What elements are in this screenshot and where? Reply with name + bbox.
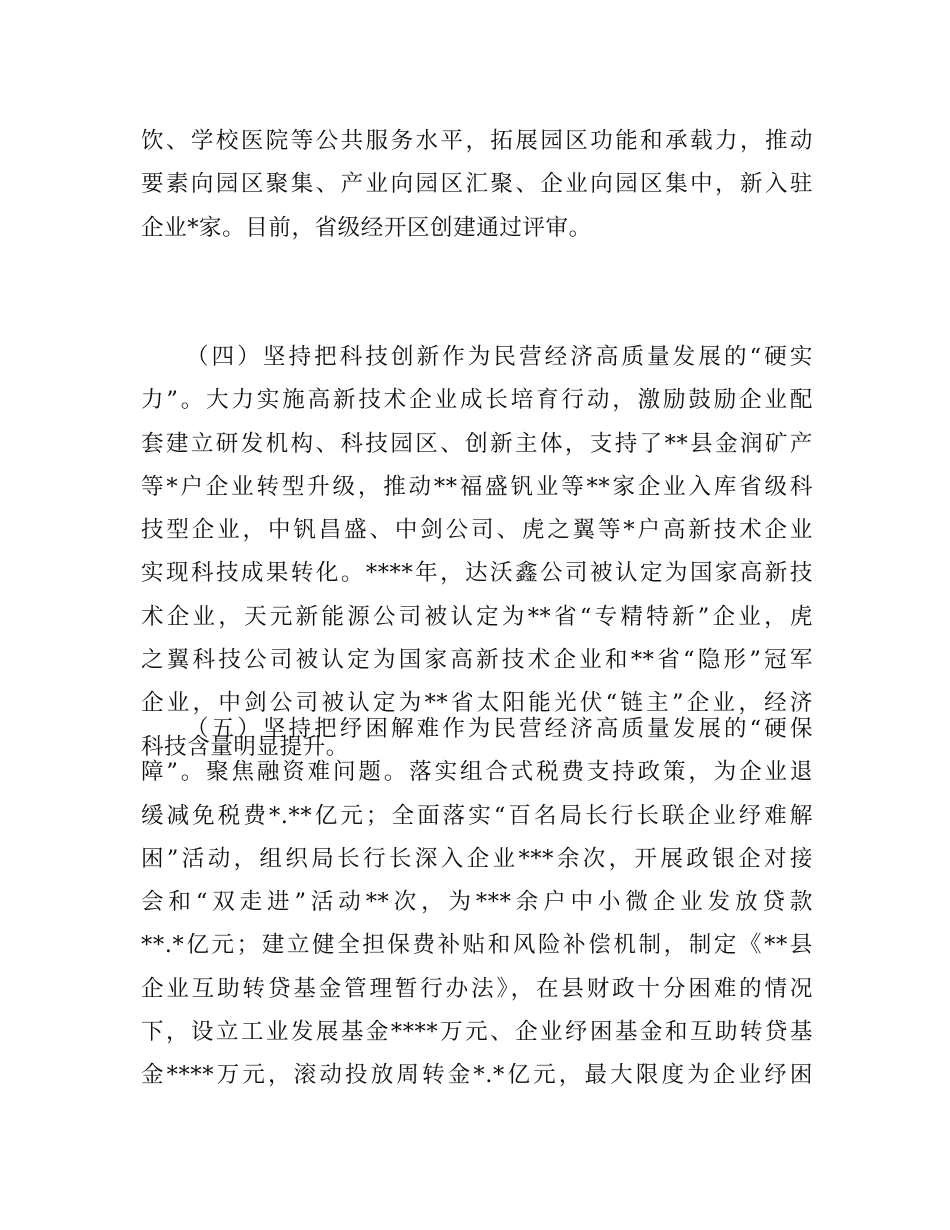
text-line: 力”。大力实施高新技术企业成长培育行动，激励鼓励企业配 [141, 387, 813, 414]
text-line: 障”。聚焦融资难问题。落实组合式税费支持政策，为企业退 [141, 759, 813, 786]
text-line: 实现科技成果转化。****年，达沃鑫公司被认定为国家高新技 [141, 560, 813, 587]
paragraph-2-technology-innovation [141, 336, 813, 769]
text-line: 企业*家。目前，省级经开区创建通过评审。 [141, 214, 592, 241]
paragraph-1 [141, 120, 813, 250]
section-heading-line: （五）坚持把纾困解难作为民营经济高质量发展的“硬保 [186, 716, 813, 742]
text-line: 会和“双走进”活动**次，为***余户中小微企业发放贷款 [141, 889, 813, 916]
text-line: 下，设立工业发展基金****万元、企业纾困基金和互助转贷基 [141, 1019, 813, 1046]
section-heading-line: （四）坚持把科技创新作为民营经济高质量发展的“硬实 [186, 344, 813, 370]
text-line: 之翼科技公司被认定为国家高新技术企业和**省“隐形”冠军 [141, 647, 813, 674]
text-line: 金****万元，滚动投放周转金*.*亿元，最大限度为企业纾困 [141, 1062, 813, 1089]
text-line: 饮、学校医院等公共服务水平，拓展园区功能和承载力，推动 [141, 128, 813, 154]
text-line: 等*户企业转型升级，推动**福盛钒业等**家企业入库省级科 [141, 473, 813, 500]
text-line: **.*亿元；建立健全担保费补贴和风险补偿机制，制定《**县 [141, 932, 813, 959]
text-line: 企业互助转贷基金管理暂行办法》，在县财政十分困难的情况 [141, 975, 813, 1002]
text-line: 科技含量明显提升。 [141, 733, 349, 760]
text-line: 困”活动，组织局长行长深入企业***余次，开展政银企对接 [141, 845, 813, 872]
text-line: 企业，中剑公司被认定为**省太阳能光伏“链主”企业，经济 [141, 690, 813, 717]
text-line: 要素向园区聚集、产业向园区汇聚、企业向园区集中，新入驻 [141, 171, 813, 198]
text-line: 技型企业，中钒昌盛、中剑公司、虎之翼等*户高新技术企业 [141, 517, 813, 544]
text-line: 术企业，天元新能源公司被认定为**省“专精特新”企业，虎 [141, 603, 813, 630]
paragraph-3-relief-support [141, 708, 813, 1098]
text-line: 套建立研发机构、科技园区、创新主体，支持了**县金润矿产 [141, 430, 813, 457]
text-line: 缓减免税费*.**亿元；全面落实“百名局长行长联企业纾难解 [141, 802, 813, 829]
